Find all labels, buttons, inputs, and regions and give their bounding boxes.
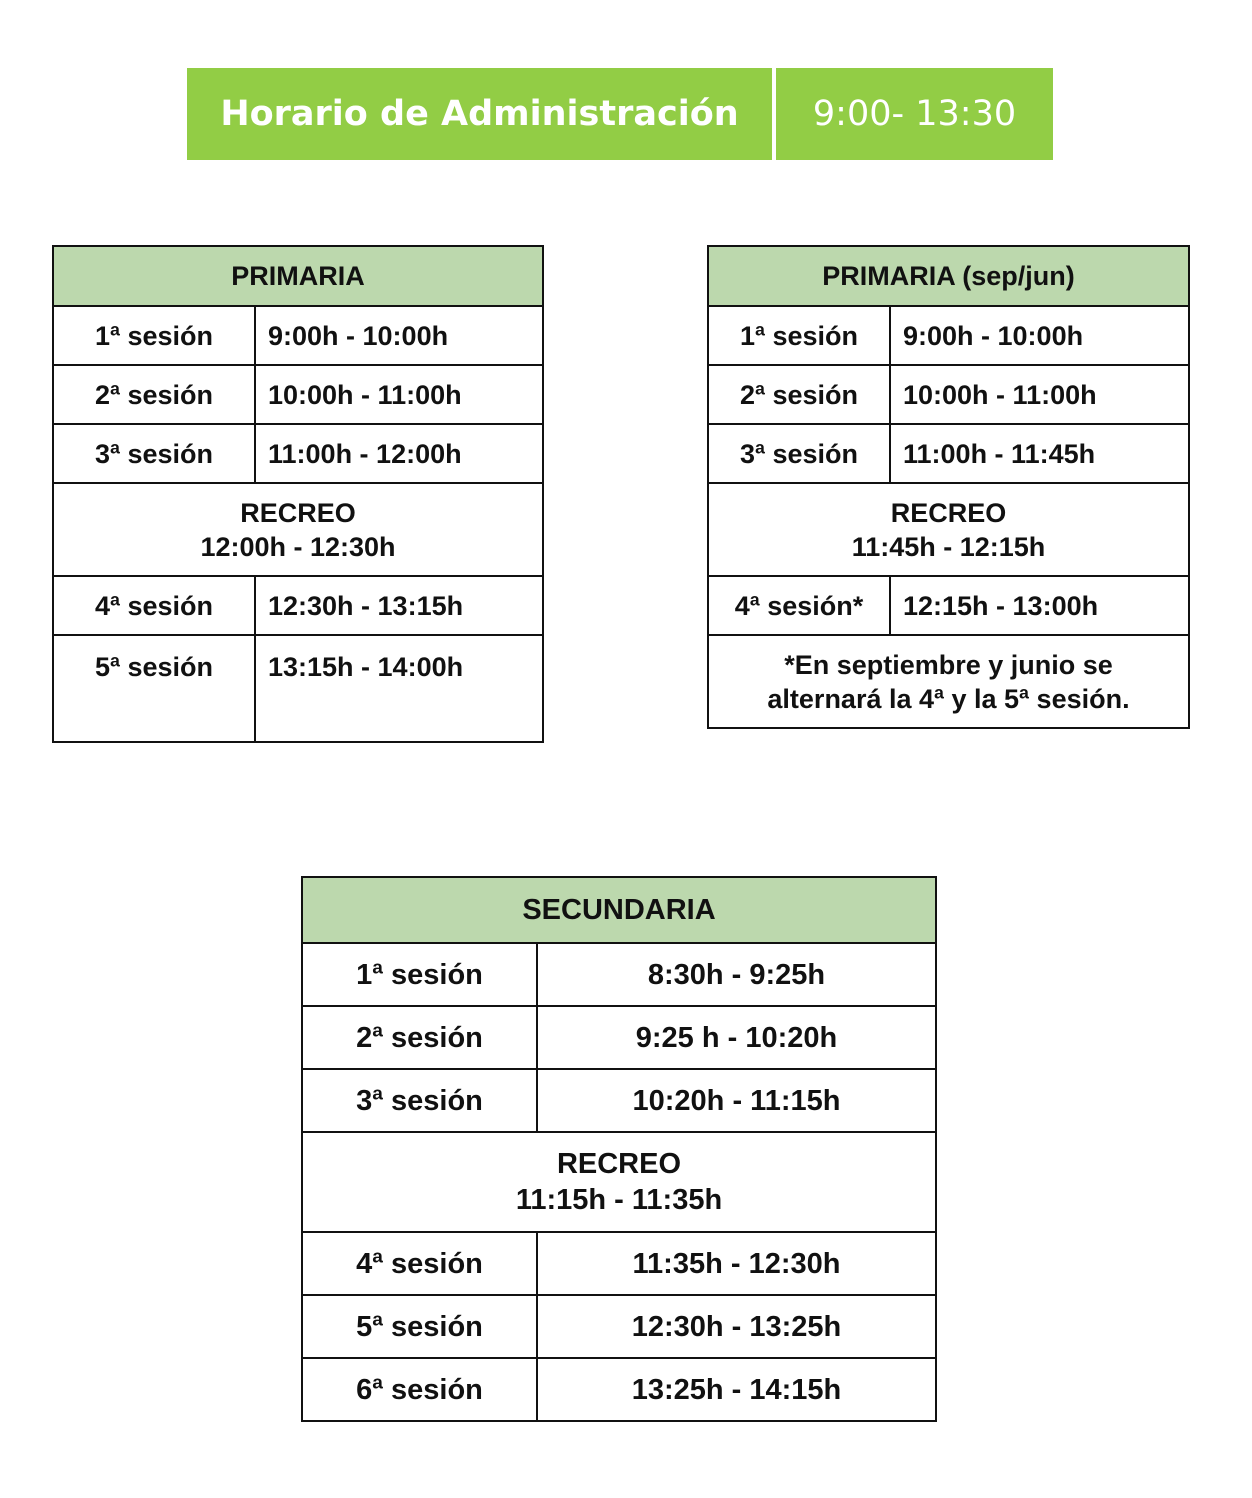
- session-time: 11:00h - 12:00h: [255, 424, 543, 483]
- session-label: 1ª sesión: [53, 306, 255, 365]
- recreo-time: 12:00h - 12:30h: [200, 531, 396, 562]
- recreo-time: 11:15h - 11:35h: [515, 1184, 723, 1216]
- session-time: 12:30h - 13:25h: [537, 1295, 936, 1358]
- session-time: 9:25 h - 10:20h: [537, 1006, 936, 1069]
- session-time: 13:25h - 14:15h: [537, 1358, 936, 1421]
- session-label: 2ª sesión: [53, 365, 255, 424]
- table-row: [708, 365, 1189, 424]
- table-row: [53, 424, 543, 483]
- footnote-line-1: *En septiembre y junio se: [784, 649, 1113, 680]
- session-label: 3ª sesión: [53, 424, 255, 483]
- table-row: [302, 1069, 936, 1132]
- table-row: [708, 424, 1189, 483]
- session-time: 12:15h - 13:00h: [890, 576, 1189, 635]
- session-time: 11:35h - 12:30h: [537, 1232, 936, 1295]
- recreo-label: RECREO: [556, 1148, 682, 1180]
- session-time: 9:00h - 10:00h: [890, 306, 1189, 365]
- recreo-label: RECREO: [240, 497, 356, 528]
- primaria-title: PRIMARIA: [53, 246, 543, 306]
- session-label: 6ª sesión: [302, 1358, 537, 1421]
- table-row: [53, 635, 543, 742]
- session-label: 4ª sesión*: [708, 576, 890, 635]
- admin-hours-title: Horario de Administración: [187, 68, 772, 160]
- admin-hours-banner: [187, 68, 1053, 160]
- session-time: 10:20h - 11:15h: [537, 1069, 936, 1132]
- session-label: 1ª sesión: [708, 306, 890, 365]
- table-header-row: [53, 246, 543, 306]
- table-header-row: [302, 877, 936, 943]
- note-row: [708, 635, 1189, 728]
- table-row: [302, 1006, 936, 1069]
- recreo-row: [302, 1132, 936, 1232]
- session-time: 9:00h - 10:00h: [255, 306, 543, 365]
- session-label: 2ª sesión: [302, 1006, 537, 1069]
- session-label: 4ª sesión: [53, 576, 255, 635]
- recreo-time: 11:45h - 12:15h: [851, 531, 1046, 562]
- recreo-label: RECREO: [890, 497, 1007, 528]
- recreo-cell: [53, 483, 543, 576]
- table-row: [53, 576, 543, 635]
- table-row: [708, 576, 1189, 635]
- recreo-cell: [302, 1132, 936, 1232]
- session-label: 3ª sesión: [302, 1069, 537, 1132]
- primaria-sep-jun-title: PRIMARIA (sep/jun): [708, 246, 1189, 306]
- session-time: 11:00h - 11:45h: [890, 424, 1189, 483]
- table-row: [53, 365, 543, 424]
- session-label: 3ª sesión: [708, 424, 890, 483]
- session-time: 10:00h - 11:00h: [890, 365, 1189, 424]
- footnote-cell: [708, 635, 1189, 728]
- admin-hours-value: 9:00- 13:30: [776, 68, 1053, 160]
- recreo-row: [53, 483, 543, 576]
- session-label: 5ª sesión: [302, 1295, 537, 1358]
- session-label: 2ª sesión: [708, 365, 890, 424]
- session-time: 8:30h - 9:25h: [537, 943, 936, 1006]
- session-label: 5ª sesión: [53, 635, 255, 742]
- primaria-sep-jun-schedule-table: [707, 245, 1190, 729]
- recreo-row: [708, 483, 1189, 576]
- secundaria-schedule-table: [301, 876, 937, 1422]
- table-row: [302, 1358, 936, 1421]
- table-row: [302, 943, 936, 1006]
- secundaria-title: SECUNDARIA: [302, 877, 936, 943]
- session-time: 13:15h - 14:00h: [255, 635, 543, 742]
- table-row: [708, 306, 1189, 365]
- table-row: [53, 306, 543, 365]
- table-header-row: [708, 246, 1189, 306]
- session-time: 10:00h - 11:00h: [255, 365, 543, 424]
- recreo-cell: [708, 483, 1189, 576]
- footnote-line-2: alternará la 4ª y la 5ª sesión.: [767, 683, 1130, 714]
- table-row: [302, 1232, 936, 1295]
- session-time: 12:30h - 13:15h: [255, 576, 543, 635]
- primaria-schedule-table: [52, 245, 544, 743]
- session-label: 1ª sesión: [302, 943, 537, 1006]
- session-label: 4ª sesión: [302, 1232, 537, 1295]
- table-row: [302, 1295, 936, 1358]
